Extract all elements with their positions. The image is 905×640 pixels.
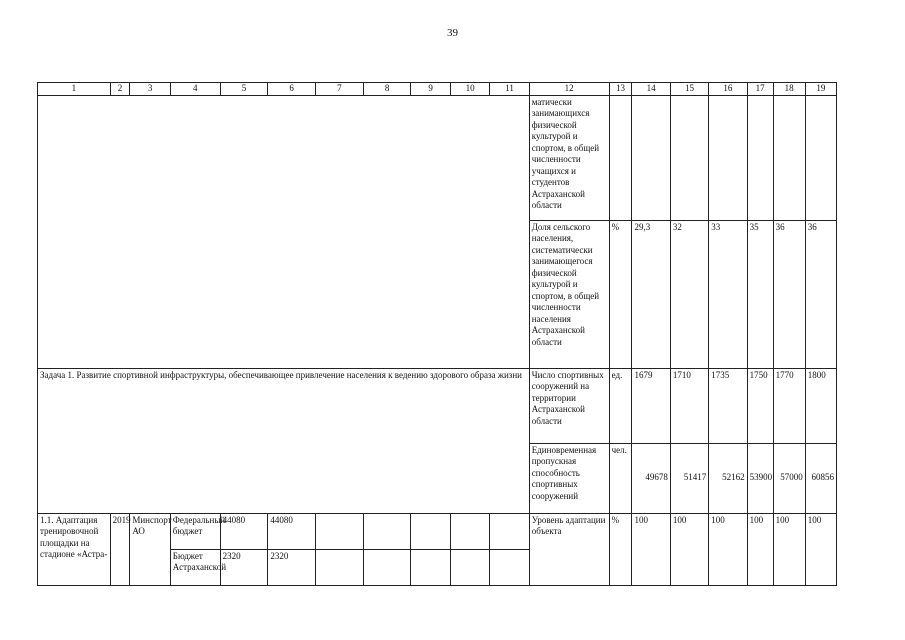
value-cell: 49678 [632, 443, 670, 513]
value-cell [747, 95, 773, 220]
col-header: 1 [38, 83, 111, 96]
value-cell: 57000 [773, 443, 805, 513]
value-cell: 100 [747, 513, 773, 585]
measure-name: 1.1. Адаптация тренировочной площадки на стадионе «Астра- [38, 513, 111, 585]
col-header: 10 [450, 83, 489, 96]
column-number-row [38, 83, 837, 96]
value-cell [670, 95, 708, 220]
value-cell [632, 95, 670, 220]
funding-value: 2320 [268, 549, 316, 585]
page-number: 39 [447, 27, 458, 39]
value-cell: 1735 [709, 368, 747, 443]
value-cell: 1710 [670, 368, 708, 443]
measure-year: 2019 [110, 513, 130, 585]
value-cell: 29,3 [632, 220, 670, 368]
col-header: 17 [747, 83, 773, 96]
funding-value [363, 513, 411, 549]
funding-value [411, 549, 450, 585]
value-cell: 1679 [632, 368, 670, 443]
value-cell: 1750 [747, 368, 773, 443]
indicator-cell: Доля сельского населения, систематически занимающегося физической культурой и спортом, в общей численности населения Астраханской области [529, 220, 609, 368]
value-cell: 35 [747, 220, 773, 368]
table-row [38, 95, 837, 220]
funding-value [411, 513, 450, 549]
funding-value: 44080 [220, 513, 268, 549]
col-header: 13 [609, 83, 632, 96]
col-header: 7 [316, 83, 364, 96]
measure-executor: Минспорт АО [130, 513, 170, 585]
indicator-cell: Число спортивных сооружений на территории Астраханской области [529, 368, 609, 443]
value-cell: 1770 [773, 368, 805, 443]
funding-value [316, 513, 364, 549]
funding-value [450, 513, 489, 549]
funding-value: 44080 [268, 513, 316, 549]
unit-cell: ед. [609, 368, 632, 443]
col-header: 18 [773, 83, 805, 96]
value-cell: 60856 [805, 443, 836, 513]
value-cell: 100 [709, 513, 747, 585]
funding-value [363, 549, 411, 585]
col-header: 14 [632, 83, 670, 96]
col-header: 5 [220, 83, 268, 96]
col-header: 2 [110, 83, 130, 96]
col-header: 12 [529, 83, 609, 96]
value-cell: 100 [773, 513, 805, 585]
col-header: 15 [670, 83, 708, 96]
funding-value [490, 549, 529, 585]
funding-source: Бюджет Астраханской [170, 549, 220, 585]
program-table [37, 82, 837, 586]
value-cell: 33 [709, 220, 747, 368]
table-row [38, 513, 837, 549]
unit-cell: % [609, 513, 632, 585]
value-cell: 51417 [670, 443, 708, 513]
value-cell: 36 [805, 220, 836, 368]
funding-source: Федеральный бюджет [170, 513, 220, 549]
value-cell [805, 95, 836, 220]
empty-cell [38, 95, 530, 368]
col-header: 19 [805, 83, 836, 96]
funding-value [490, 513, 529, 549]
funding-value [316, 549, 364, 585]
col-header: 11 [490, 83, 529, 96]
col-header: 6 [268, 83, 316, 96]
col-header: 8 [363, 83, 411, 96]
indicator-cell: матически занимающихся физической культурой и спортом, в общей численности учащихся и студентов Астраханской области [529, 95, 609, 220]
value-cell: 1800 [805, 368, 836, 443]
col-header: 3 [130, 83, 170, 96]
funding-value [450, 549, 489, 585]
col-header: 16 [709, 83, 747, 96]
unit-cell: чел. [609, 443, 632, 513]
indicator-cell: Единовременная пропускная способность спортивных сооружений [529, 443, 609, 513]
value-cell: 53900 [747, 443, 773, 513]
value-cell: 100 [805, 513, 836, 585]
value-cell: 100 [670, 513, 708, 585]
col-header: 4 [170, 83, 220, 96]
table-row [38, 368, 837, 443]
value-cell [709, 95, 747, 220]
unit-cell: % [609, 220, 632, 368]
value-cell [609, 95, 632, 220]
value-cell: 52162 [709, 443, 747, 513]
value-cell: 100 [632, 513, 670, 585]
col-header: 9 [411, 83, 450, 96]
value-cell: 32 [670, 220, 708, 368]
value-cell [773, 95, 805, 220]
indicator-cell: Уровень адаптации объекта [529, 513, 609, 585]
value-cell: 36 [773, 220, 805, 368]
task-title: Задача 1. Развитие спортивной инфраструктуры, обеспечивающее привлечение населения к ведению здорового образа жизни [38, 368, 530, 513]
funding-value: 2320 [220, 549, 268, 585]
